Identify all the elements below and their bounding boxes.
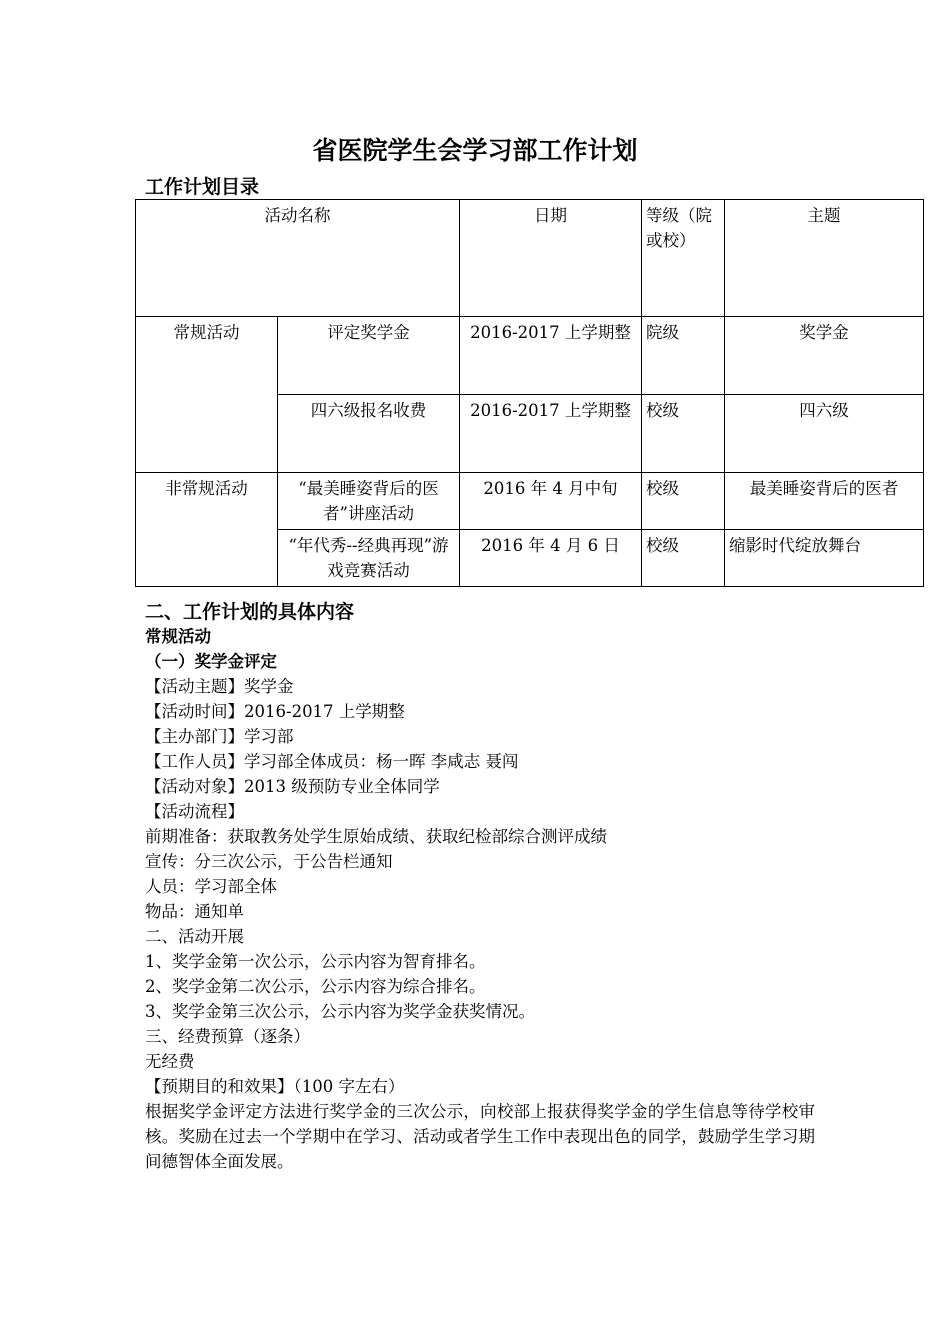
table-row — [136, 317, 924, 395]
section-body — [145, 624, 815, 1174]
body-line: 【活动对象】2013 级预防专业全体同学 — [145, 777, 440, 796]
subheading: 常规活动 — [145, 627, 211, 646]
date-cell: 2016 年 4 月 6 日 — [460, 530, 642, 587]
body-line: 【主办部门】学习部 — [145, 727, 294, 746]
activity-name-cell: 四六级报名收费 — [278, 395, 460, 473]
page-title: 省医院学生会学习部工作计划 — [312, 136, 638, 165]
date-cell: 2016-2017 上学期整 — [460, 317, 642, 395]
table-header-row — [136, 200, 924, 317]
item-title: （一）奖学金评定 — [145, 652, 277, 671]
body-line: 【活动时间】2016-2017 上学期整 — [145, 702, 405, 721]
date-cell: 2016-2017 上学期整 — [460, 395, 642, 473]
header-theme: 主题 — [725, 200, 924, 317]
body-line: 三、经费预算（逐条） — [145, 1027, 310, 1046]
body-line: 物品：通知单 — [145, 902, 244, 921]
body-line: 1、奖学金第一次公示，公示内容为智育排名。 — [145, 952, 486, 971]
theme-cell: 最美睡姿背后的医者 — [725, 473, 924, 530]
body-line: 【活动流程】 — [145, 802, 244, 821]
activity-name-cell: 评定奖学金 — [278, 317, 460, 395]
body-line: 前期准备：获取教务处学生原始成绩、获取纪检部综合测评成绩 — [145, 827, 607, 846]
theme-cell: 四六级 — [725, 395, 924, 473]
body-line: 【预期目的和效果】（100 字左右） — [145, 1077, 405, 1096]
section-heading: 二、工作计划的具体内容 — [145, 601, 355, 623]
category-cell: 非常规活动 — [136, 473, 278, 587]
activity-name-cell: “年代秀--经典再现”游戏竞赛活动 — [278, 530, 460, 587]
table-row — [136, 473, 924, 530]
body-line: 二、活动开展 — [145, 927, 244, 946]
level-cell: 院级 — [642, 317, 725, 395]
category-cell: 常规活动 — [136, 317, 278, 473]
plan-table — [135, 199, 924, 587]
toc-heading: 工作计划目录 — [145, 176, 260, 198]
level-cell: 校级 — [642, 530, 725, 587]
date-cell: 2016 年 4 月中旬 — [460, 473, 642, 530]
level-cell: 校级 — [642, 473, 725, 530]
body-line: 2、奖学金第二次公示，公示内容为综合排名。 — [145, 977, 486, 996]
header-level: 等级（院或校） — [642, 200, 725, 317]
body-line: 宣传：分三次公示，于公告栏通知 — [145, 852, 393, 871]
activity-name-cell: “最美睡姿背后的医者”讲座活动 — [278, 473, 460, 530]
header-date: 日期 — [460, 200, 642, 317]
theme-cell: 奖学金 — [725, 317, 924, 395]
theme-cell: 缩影时代绽放舞台 — [725, 530, 924, 587]
body-line: 人员：学习部全体 — [145, 877, 277, 896]
effect-paragraph: 根据奖学金评定方法进行奖学金的三次公示，向校部上报获得奖学金的学生信息等待学校审核。奖励在过去一个学期中在学习、活动或者学生工作中表现出色的同学，鼓励学生学习期间德智体全面发展。 — [145, 1102, 815, 1171]
body-line: 【工作人员】学习部全体成员：杨一晖 李咸志 聂闯 — [145, 752, 519, 771]
level-cell: 校级 — [642, 395, 725, 473]
header-activity-name: 活动名称 — [136, 200, 460, 317]
body-line: 无经费 — [145, 1052, 195, 1071]
body-line: 【活动主题】奖学金 — [145, 677, 294, 696]
body-line: 3、奖学金第三次公示，公示内容为奖学金获奖情况。 — [145, 1002, 535, 1021]
